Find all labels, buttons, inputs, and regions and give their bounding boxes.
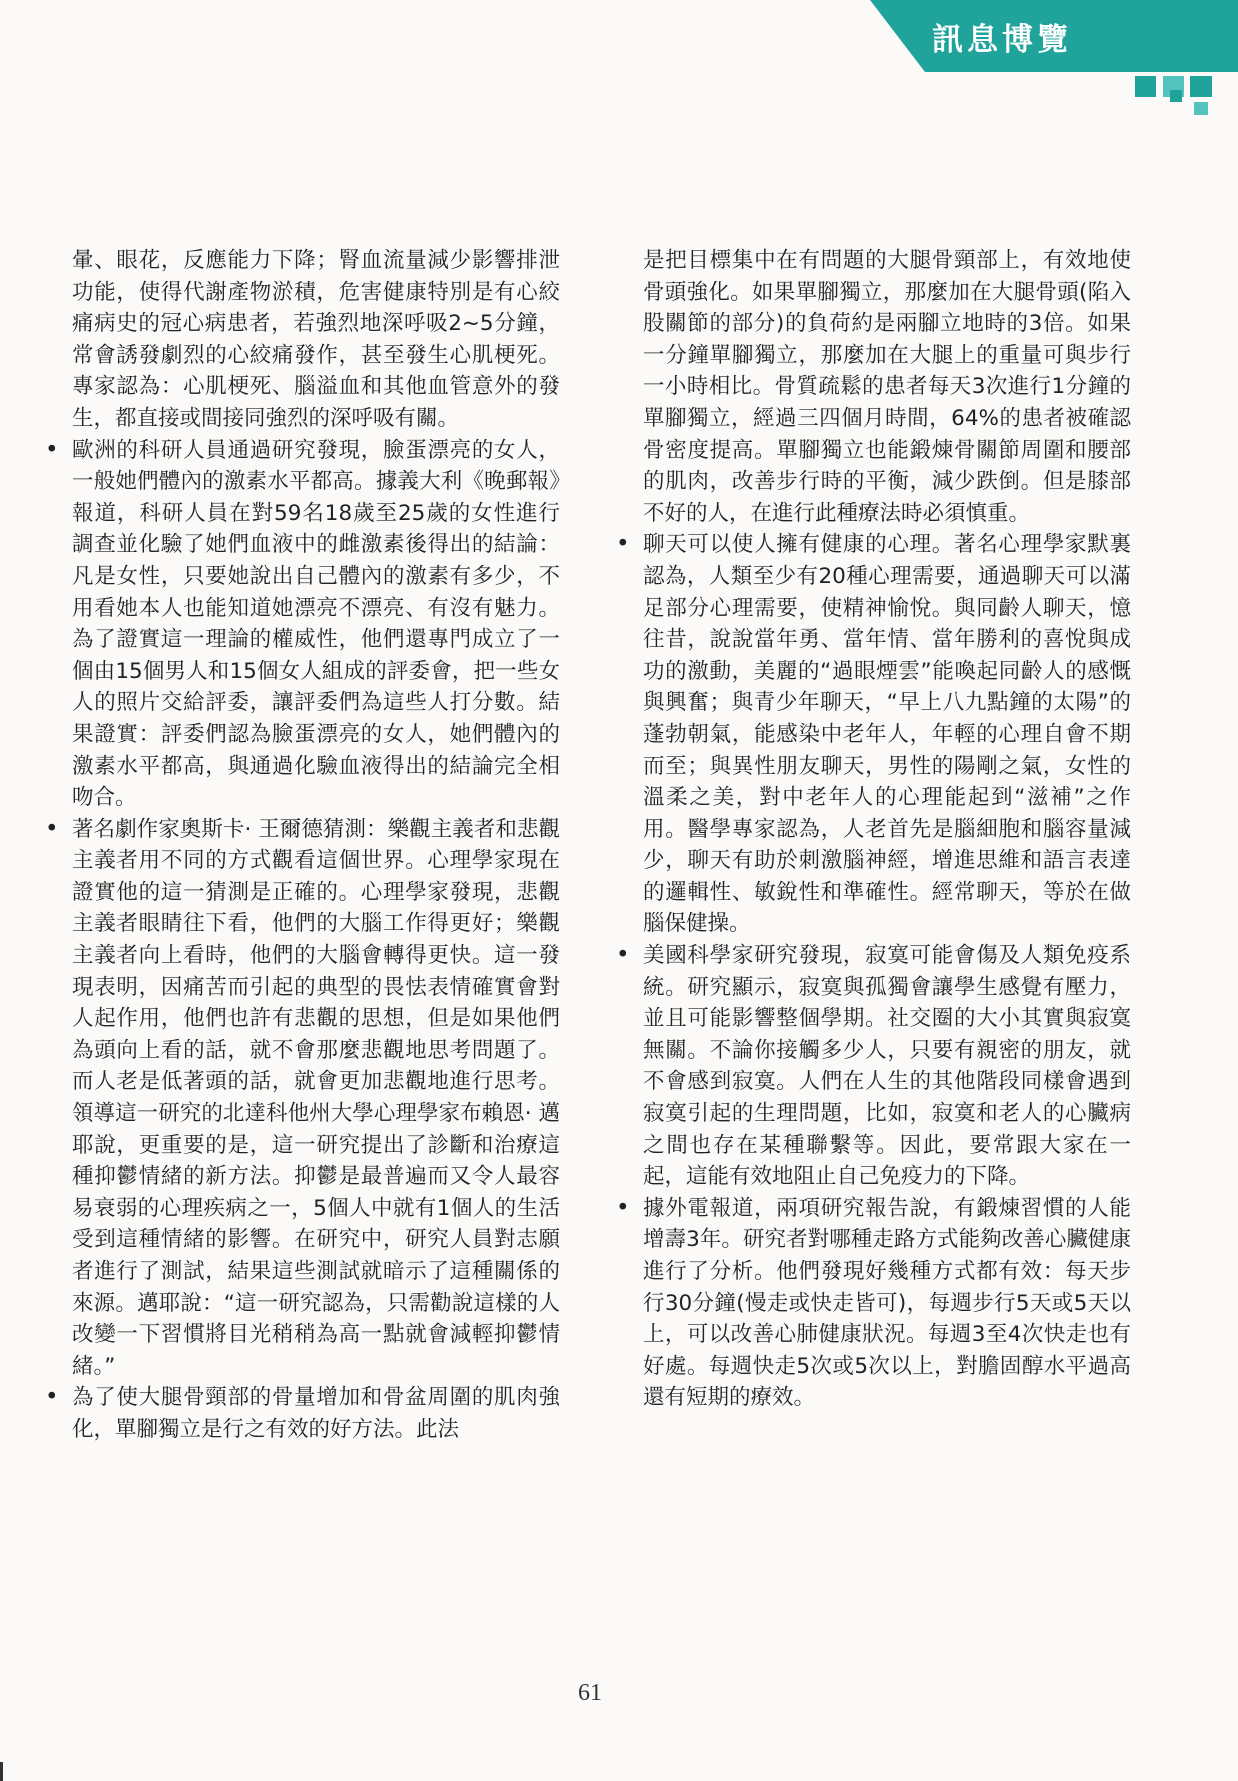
left-column xyxy=(72,245,560,1446)
bullet-paragraph: • 歐洲的科研人員通過研究發現，臉蛋漂亮的女人，一般她們體內的激素水平都高。據義大利《晚郵報》報道，科研人員在對59名18歲至25歲的女性進行調查並化驗了她們血液中的雌激素後得出的結論：凡是女性，只要她說出自己體內的激素有多少，不用看她本人也能知道她漂亮不漂亮、有沒有魅力。為了證實這一理論的權威性，他們還專門成立了一個由15個男人和15個女人組成的評委會，把一些女人的照片交給評委，讓評委們為這些人打分數。結果證實：評委們認為臉蛋漂亮的女人，她們體內的激素水平都高，與通過化驗血液得出的結論完全相吻合。 xyxy=(72,435,560,814)
header-stripe xyxy=(1125,50,1238,55)
bullet-paragraph: • 美國科學家研究發現，寂寞可能會傷及人類免疫系統。研究顯示，寂寞與孤獨會讓學生感覺有壓力，並且可能影響整個學期。社交圈的大小其實與寂寞無關。不論你接觸多少人，只要有親密的朋友，就不會感到寂寞。人們在人生的其他階段同樣會遇到寂寞引起的生理問題，比如，寂寞和老人的心臟病之間也存在某種聯繫等。因此，要常跟大家在一起，這能有效地阻止自己免疫力的下降。 xyxy=(643,940,1131,1193)
header-stripe xyxy=(1125,36,1238,43)
decor-square xyxy=(1194,102,1208,115)
bullet-paragraph: • 據外電報道，兩項研究報告說，有鍛煉習慣的人能增壽3年。研究者對哪種走路方式能夠改善心臟健康進行了分析。他們發現好幾種方式都有效：每天步行30分鐘(慢走或快走皆可)，每週步行5天或5天以上，可以改善心肺健康狀況。每週3至4次快走也有好處。每週快走5次或5次以上，對膽固醇水平過高還有短期的療效。 xyxy=(643,1193,1131,1414)
decor-square xyxy=(1190,76,1212,97)
crop-mark xyxy=(0,1762,3,1781)
paragraph: 是把目標集中在有問題的大腿骨頸部上，有效地使骨頭強化。如果單腳獨立，那麼加在大腿骨頭(陷入股關節的部分)的負荷約是兩腳立地時的3倍。如果一分鐘單腳獨立，那麼加在大腿上的重量可與步行一小時相比。骨質疏鬆的患者每天3次進行1分鐘的單腳獨立，經過三四個月時間，64%的患者被確認骨密度提高。單腳獨立也能鍛煉骨關節周圍和腰部的肌肉，改善步行時的平衡，減少跌倒。但是膝部不好的人，在進行此種療法時必須慎重。 xyxy=(643,248,1131,526)
decor-square xyxy=(1135,76,1156,97)
paragraph: 暈、眼花，反應能力下降；腎血流量減少影響排泄功能，使得代謝產物淤積，危害健康特別是有心絞痛病史的冠心病患者，若強烈地深呼吸2~5分鐘，常會誘發劇烈的心絞痛發作，甚至發生心肌梗死。專家認為：心肌梗死、腦溢血和其他血管意外的發生，都直接或間接同強烈的深呼吸有關。 xyxy=(72,248,560,431)
right-column xyxy=(643,245,1131,1414)
bullet-paragraph: • 為了使大腿骨頸部的骨量增加和骨盆周圍的肌肉強化，單腳獨立是行之有效的好方法。此法 xyxy=(72,1382,560,1445)
section-title: 訊息博覽 xyxy=(932,22,1072,58)
bullet-paragraph: • 聊天可以使人擁有健康的心理。著名心理學家默裏認為，人類至少有20種心理需要，通過聊天可以滿足部分心理需要，使精神愉悅。與同齡人聊天，憶往昔，說說當年勇、當年情、當年勝利的喜悅與成功的激動，美麗的“過眼煙雲”能喚起同齡人的感慨與興奮；與青少年聊天，“早上八九點鐘的太陽”的蓬勃朝氣，能感染中老年人，年輕的心理自會不期而至；與異性朋友聊天，男性的陽剛之氣，女性的溫柔之美，對中老年人的心理能起到“滋補”之作用。醫學專家認為，人老首先是腦細胞和腦容量減少，聊天有助於刺激腦神經，增進思維和語言表達的邏輯性、敏銳性和準確性。經常聊天，等於在做腦保健操。 xyxy=(643,529,1131,940)
page-number: 61 xyxy=(578,1680,602,1706)
bullet-paragraph: • 著名劇作家奧斯卡· 王爾德猜測：樂觀主義者和悲觀主義者用不同的方式觀看這個世界。心理學家現在證實他的這一猜測是正確的。心理學家發現，悲觀主義者眼睛往下看，他們的大腦工作得更好；樂觀主義者向上看時，他們的大腦會轉得更快。這一發現表明，因痛苦而引起的典型的畏怯表情確實會對人起作用，他們也許有悲觀的思想，但是如果他們為頭向上看的話，就不會那麼悲觀地思考問題了。而人老是低著頭的話，就會更加悲觀地進行思考。領導這一研究的北達科他州大學心理學家布賴恩· 邁耶說，更重要的是，這一研究提出了診斷和治療這種抑鬱情緒的新方法。抑鬱是最普遍而又令人最容易衰弱的心理疾病之一，5個人中就有1個人的生活受到這種情緒的影響。在研究中，研究人員對志願者進行了測試，結果這些測試就暗示了這種關係的來源。邁耶說：“這一研究認為，只需勸說這樣的人改變一下習慣將目光稍稍為高一點就會減輕抑鬱情緒。” xyxy=(72,814,560,1383)
header-stripe xyxy=(1125,61,1238,65)
decor-square xyxy=(1170,90,1182,102)
